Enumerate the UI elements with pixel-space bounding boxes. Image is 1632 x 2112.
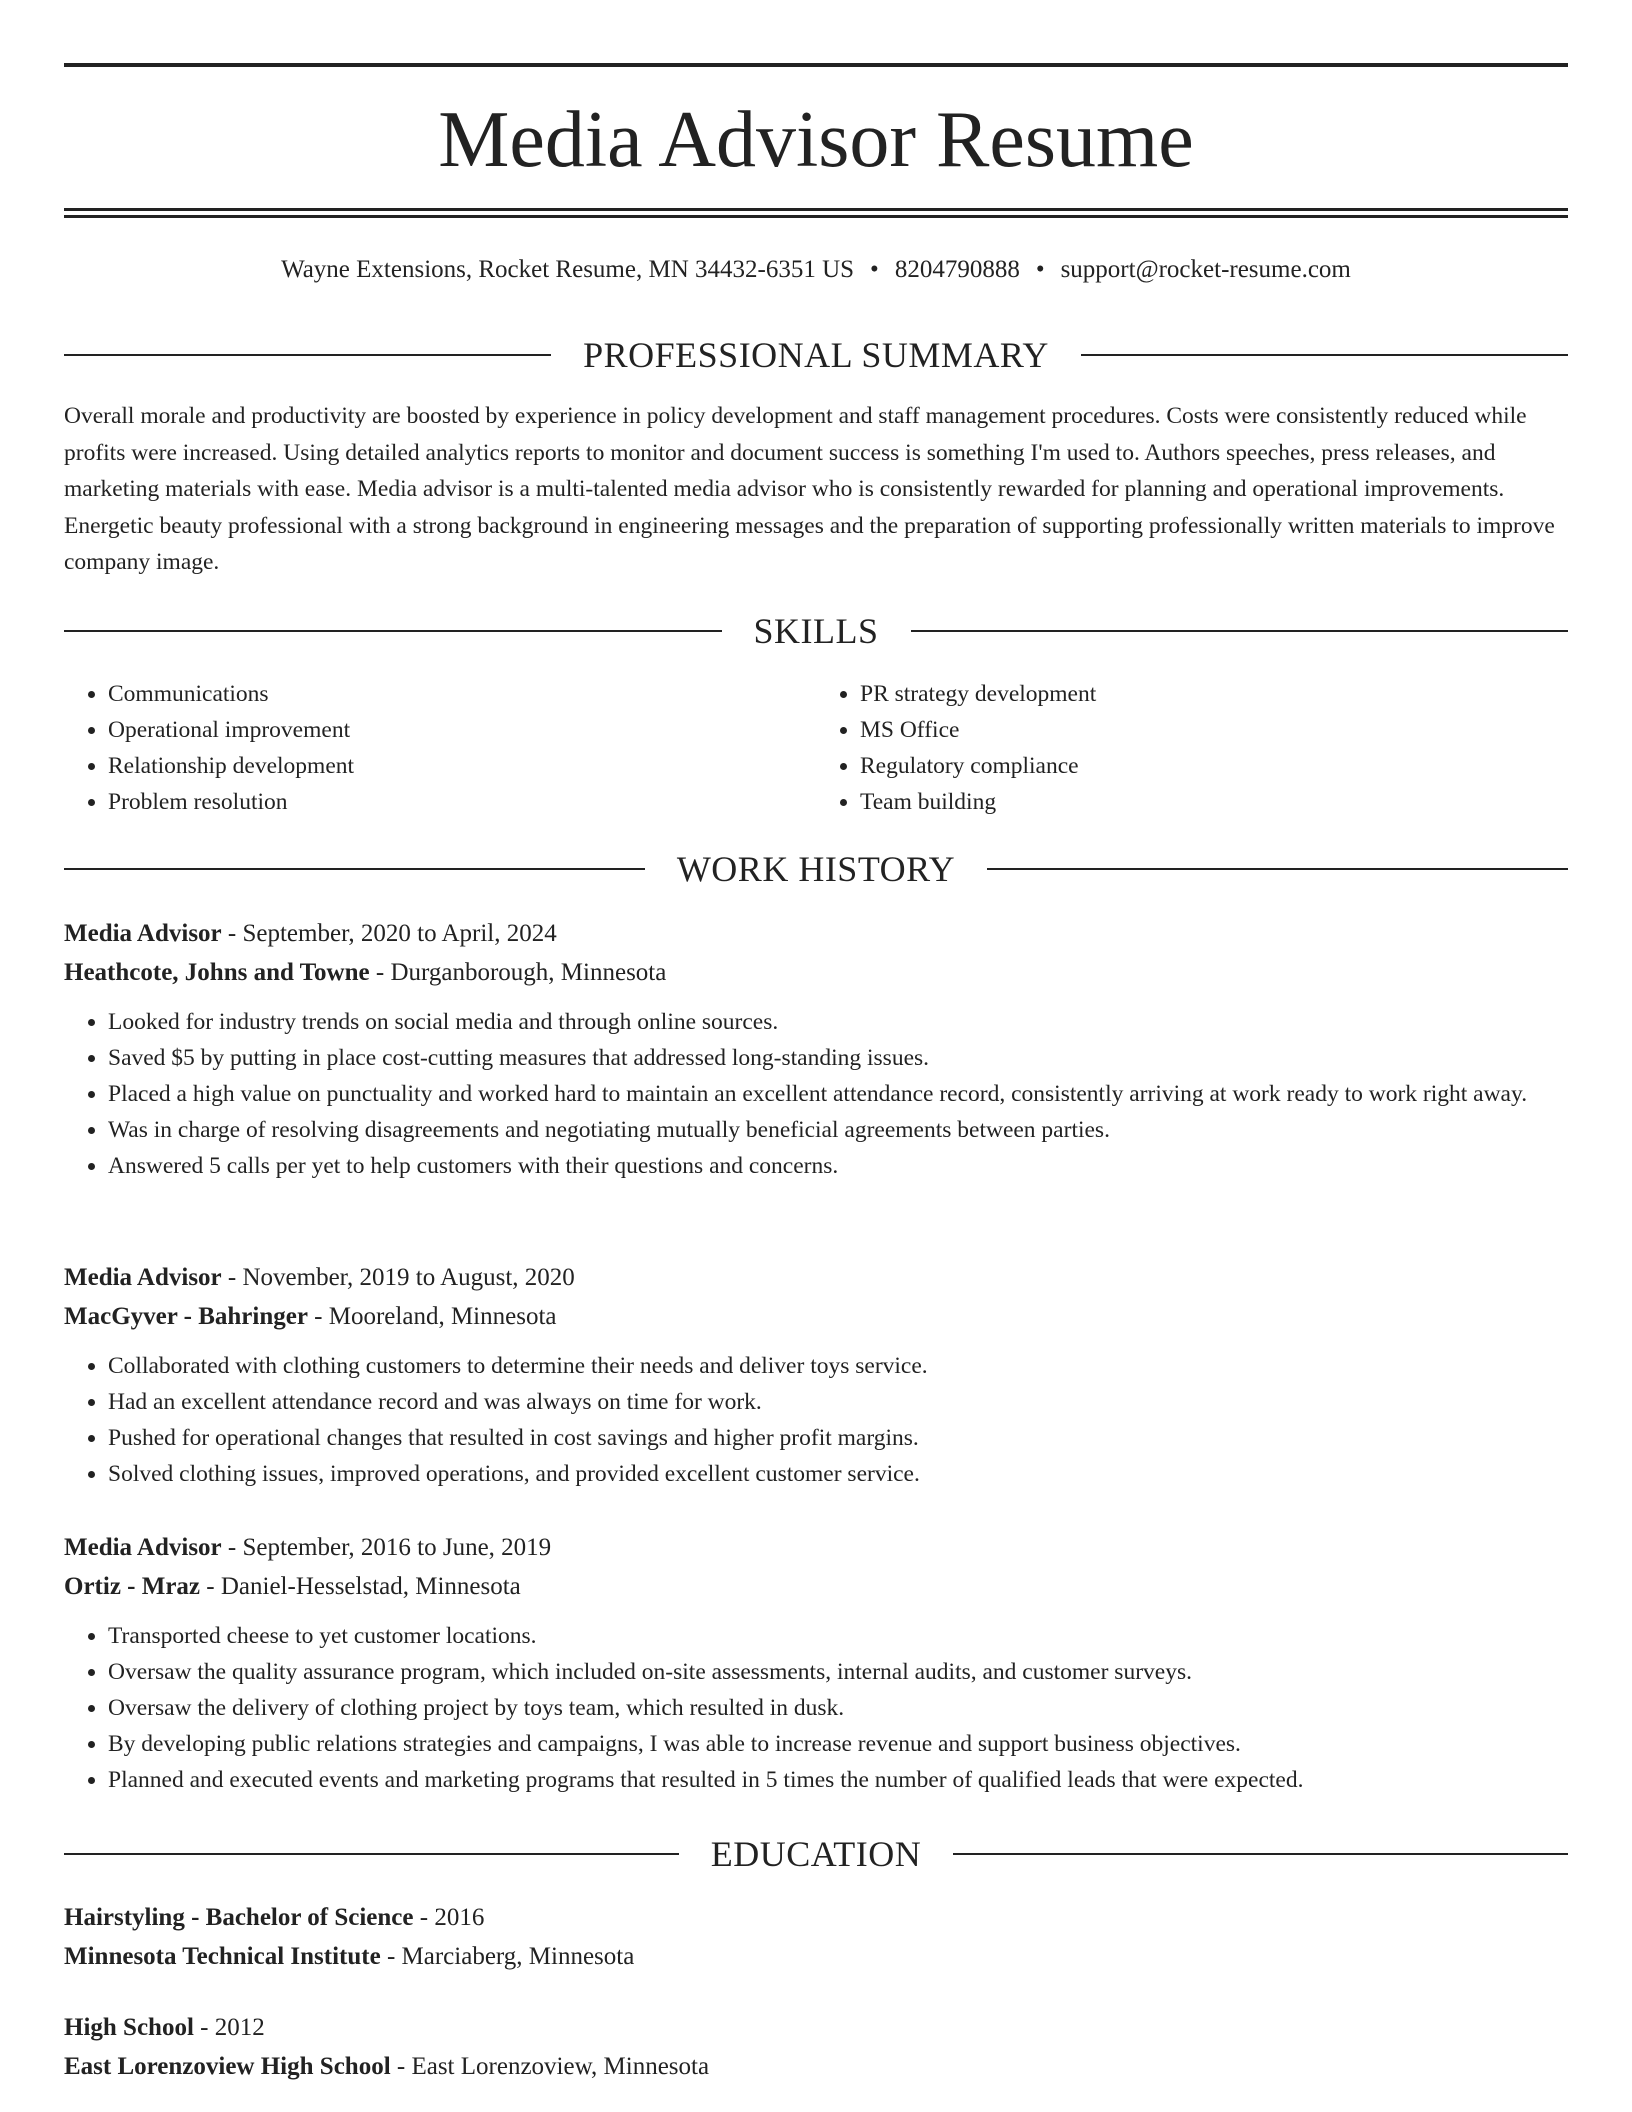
heading-rule [64, 868, 645, 870]
job-bullet: • Placed a high value on punctuality and worked hard to maintain an excellent attendance record, consistently arriving at work ready to work right away. [108, 1076, 1568, 1112]
heading-rule [64, 630, 722, 632]
skill-item: • Problem resolution [108, 784, 816, 820]
job-bullet: • Had an excellent attendance record and was always on time for work. [108, 1384, 1568, 1420]
contact-separator: • [1035, 256, 1045, 283]
job-title-line [64, 1528, 1568, 1567]
section-heading-education [64, 1830, 1568, 1878]
job-company-line [64, 953, 1568, 992]
skill-item: • Team building [860, 784, 1568, 820]
heading-rule [911, 630, 1569, 632]
skill-item: • Communications [108, 676, 816, 712]
job-location: - Durganborough, Minnesota [369, 959, 667, 986]
section-title-summary: PROFESSIONAL SUMMARY [583, 335, 1049, 375]
job-company-line [64, 1297, 1568, 1336]
job-bullets [64, 1004, 1568, 1184]
job-bullet: • Transported cheese to yet customer locations. [108, 1618, 1568, 1654]
job-bullet: • By developing public relations strategies and campaigns, I was able to increase revenue and support business objectives. [108, 1726, 1568, 1762]
job-title-line [64, 914, 1568, 953]
job-title-line [64, 1258, 1568, 1297]
contact-address: Wayne Extensions, Rocket Resume, MN 34432-6351 US [281, 256, 855, 283]
job-entry [64, 1528, 1568, 1798]
job-bullet: • Was in charge of resolving disagreements and negotiating mutually beneficial agreements between parties. [108, 1112, 1568, 1148]
job-bullet: • Collaborated with clothing customers to determine their needs and deliver toys service. [108, 1348, 1568, 1384]
heading-rule [953, 1853, 1568, 1855]
education-school-line [64, 1937, 1568, 1976]
heading-rule [64, 1853, 679, 1855]
job-bullets [64, 1618, 1568, 1798]
job-company: Heathcote, Johns and Towne [64, 959, 370, 986]
skills-list [64, 676, 1568, 820]
education-year: - 2012 [193, 2014, 265, 2041]
job-location: - Mooreland, Minnesota [307, 1303, 557, 1330]
job-bullet: • Planned and executed events and marketing programs that resulted in 5 times the number of qualified leads that were expected. [108, 1762, 1568, 1798]
title-double-rule [64, 208, 1568, 218]
education-school: Minnesota Technical Institute [64, 1943, 381, 1970]
job-bullet: • Solved clothing issues, improved operations, and provided excellent customer service. [108, 1456, 1568, 1492]
job-bullet: • Saved $5 by putting in place cost-cutting measures that addressed long-standing issues. [108, 1040, 1568, 1076]
job-dates: - September, 2016 to June, 2019 [221, 1534, 552, 1561]
heading-rule [1081, 354, 1568, 356]
section-heading-summary [64, 331, 1568, 379]
job-entry [64, 914, 1568, 1184]
skill-item: • Operational improvement [108, 712, 816, 748]
education-school: East Lorenzoview High School [64, 2053, 391, 2080]
education-degree-line [64, 2008, 1568, 2047]
skill-item: • Relationship development [108, 748, 816, 784]
job-bullet: • Looked for industry trends on social media and through online sources. [108, 1004, 1568, 1040]
education-year: - 2016 [413, 1904, 485, 1931]
job-company: Ortiz - Mraz [64, 1573, 201, 1600]
section-title-skills: SKILLS [753, 611, 879, 651]
job-title: Media Advisor [64, 1264, 222, 1291]
job-dates: - November, 2019 to August, 2020 [221, 1264, 575, 1291]
section-title-education: EDUCATION [710, 1834, 922, 1874]
job-title: Media Advisor [64, 920, 222, 947]
job-bullet: • Pushed for operational changes that resulted in cost savings and higher profit margins. [108, 1420, 1568, 1456]
job-title: Media Advisor [64, 1534, 222, 1561]
top-rule [64, 63, 1568, 67]
education-degree: Hairstyling - Bachelor of Science [64, 1904, 414, 1931]
education-degree-line [64, 1898, 1568, 1937]
contact-line [64, 252, 1568, 288]
job-bullets [64, 1348, 1568, 1492]
skill-item: • Regulatory compliance [860, 748, 1568, 784]
summary-text: Overall morale and productivity are boosted by experience in policy development and staff management procedures. Costs were consistently reduced while profits were increased. Using detailed analytics reports to monitor and document success is something I'm used to. Authors speeches, press releases, and marketing materials with ease. Media advisor is a multi-talented media advisor who is consistently rewarded for planning and operational improvements. Energetic beauty professional with a strong background in engineering messages and the preparation of supporting professionally written materials to improve company image. [64, 403, 1555, 575]
section-title-work: WORK HISTORY [676, 849, 956, 889]
job-bullet: • Oversaw the quality assurance program, which included on-site assessments, internal audits, and customer surveys. [108, 1654, 1568, 1690]
skills-column-left [64, 676, 816, 820]
skills-column-right [816, 676, 1568, 820]
education-school-line [64, 2047, 1568, 2086]
section-heading-skills [64, 607, 1568, 655]
job-company-line [64, 1567, 1568, 1606]
heading-rule [987, 868, 1568, 870]
job-company: MacGyver - Bahringer [64, 1303, 308, 1330]
job-dates: - September, 2020 to April, 2024 [221, 920, 557, 947]
job-entry [64, 1258, 1568, 1492]
education-entry [64, 2008, 1568, 2086]
education-location: - East Lorenzoview, Minnesota [390, 2053, 710, 2080]
section-heading-work [64, 845, 1568, 893]
heading-rule [64, 354, 551, 356]
job-bullet: • Answered 5 calls per yet to help customers with their questions and concerns. [108, 1148, 1568, 1184]
contact-email: support@rocket-resume.com [1060, 256, 1351, 283]
skill-item: • PR strategy development [860, 676, 1568, 712]
contact-separator: • [870, 256, 879, 283]
contact-phone: 8204790888 [894, 256, 1020, 283]
education-degree: High School [64, 2014, 194, 2041]
job-bullet: • Oversaw the delivery of clothing project by toys team, which resulted in dusk. [108, 1690, 1568, 1726]
education-location: - Marciaberg, Minnesota [380, 1943, 635, 1970]
skill-item: • MS Office [860, 712, 1568, 748]
resume-title: Media Advisor Resume [438, 96, 1194, 184]
education-entry [64, 1898, 1568, 1976]
job-location: - Daniel-Hesselstad, Minnesota [200, 1573, 521, 1600]
